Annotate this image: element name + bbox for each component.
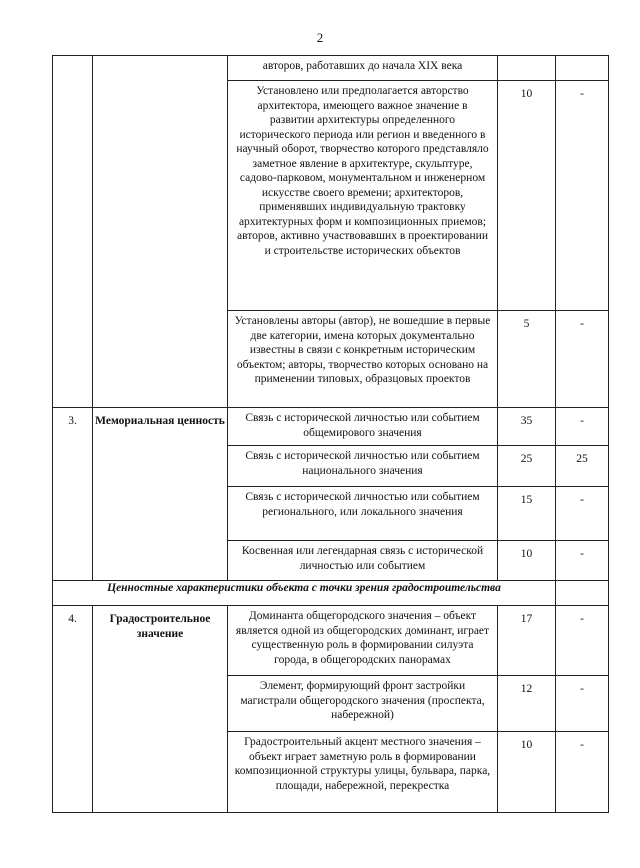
- table-row: [53, 408, 609, 446]
- score2-cell: -: [556, 408, 609, 446]
- score2-cell: -: [556, 606, 609, 676]
- criteria-table: [52, 55, 609, 813]
- group-name-cell: [93, 56, 228, 408]
- score2-cell: -: [556, 311, 609, 408]
- criterion-cell: Элемент, формирующий фронт застройки магистрали общегородского значения (проспекта, набережной): [228, 676, 498, 732]
- score2-cell: -: [556, 676, 609, 732]
- score-cell: 12: [498, 676, 556, 732]
- score-cell: 25: [498, 446, 556, 487]
- table-row: [53, 56, 609, 81]
- criterion-cell: Связь с исторической личностью или событием общемирового значения: [228, 408, 498, 446]
- section-heading: Ценностные характеристики объекта с точки зрения градостроительства: [53, 581, 556, 606]
- group-name-cell: Мемориальная ценность: [93, 408, 228, 581]
- score-cell: 10: [498, 81, 556, 311]
- criterion-cell: Связь с исторической личностью или событием регионального, или локального значения: [228, 487, 498, 541]
- index-cell: 3.: [53, 408, 93, 581]
- score2-cell: -: [556, 81, 609, 311]
- score2-cell: 25: [556, 446, 609, 487]
- score2-cell: [556, 56, 609, 81]
- section-heading-empty: [556, 581, 609, 606]
- score-cell: 5: [498, 311, 556, 408]
- criterion-cell: Градостроительный акцент местного значения – объект играет заметную роль в формировании композиционной структуры улицы, бульвара, парка, площади, набережной, перекрестка: [228, 732, 498, 813]
- score-cell: 10: [498, 732, 556, 813]
- score2-cell: -: [556, 732, 609, 813]
- criterion-cell: Косвенная или легендарная связь с исторической личностью или событием: [228, 541, 498, 581]
- table-row: [53, 606, 609, 676]
- index-cell: 4.: [53, 606, 93, 813]
- group-name-cell: Градостроительное значение: [93, 606, 228, 813]
- score2-cell: -: [556, 541, 609, 581]
- section-heading-row: [53, 581, 609, 606]
- page-number: 2: [316, 30, 324, 45]
- score-cell: [498, 56, 556, 81]
- index-cell: [53, 56, 93, 408]
- score-cell: 17: [498, 606, 556, 676]
- score-cell: 35: [498, 408, 556, 446]
- criterion-cell: Установлены авторы (автор), не вошедшие в первые две категории, имена которых документально известны в связи с конкретным историческим объектом; авторы, творчество которых основано на применении типовых, образцовых проектов: [228, 311, 498, 408]
- criterion-cell: Связь с исторической личностью или событием национального значения: [228, 446, 498, 487]
- score2-cell: -: [556, 487, 609, 541]
- criterion-cell: Доминанта общегородского значения – объект является одной из общегородских доминант, играет существенную роль в формировании силуэта города, в общегородских панорамах: [228, 606, 498, 676]
- score-cell: 15: [498, 487, 556, 541]
- criterion-cell: авторов, работавших до начала XIX века: [228, 56, 498, 81]
- score-cell: 10: [498, 541, 556, 581]
- criterion-cell: Установлено или предполагается авторство архитектора, имеющего важное значение в развитии архитектуры определенного исторического периода или регион и введенного в научный оборот, творчество которого представляло заметное явление в архитектуре, скульптуре, садово-парковом, монументальном и инженерном искусстве своего времени; архитекторов, применявших индивидуальную трактовку архитектурных форм и композиционных приемов; авторов, активно участвовавших в проектировании и строительстве исторических объектов: [228, 81, 498, 311]
